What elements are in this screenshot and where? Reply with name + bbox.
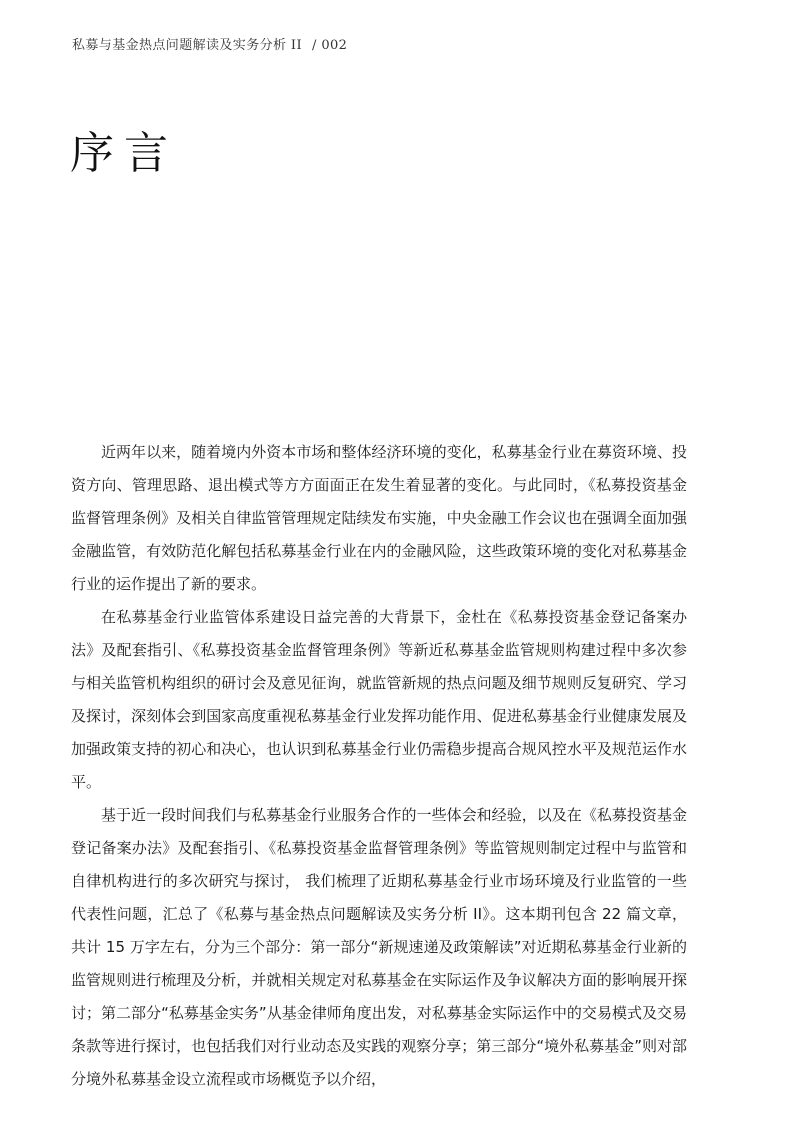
paragraph-1: 近两年以来，随着境内外资本市场和整体经济环境的变化，私募基金行业在募资环境、投资方向、管理思路、退出模式等方方面面正在发生着显著的变化。与此同时，《私募投资基金监督管理条例》及相关自律监管管理规定陆续发布实施，中央金融工作会议也在强调全面加强金融监管，有效防范化解包括私募基金行业在内的金融风险，这些政策环境的变化对私募基金行业的运作提出了新的要求。 [71, 443, 687, 593]
book-title: 私募与基金热点问题解读及实务分析 II [72, 38, 303, 53]
paragraph-3: 基于近一段时间我们与私募基金行业服务合作的一些体会和经验，以及在《私募投资基金登记备案办法》及配套指引、《私募投资基金监督管理条例》等监管规则制定过程中与监管和自律机构进行的多次研究与探讨， 我们梳理了近期私募基金行业市场环境及行业监管的一些代表性问题，汇总了《私募与基金热点问题解读及实务分析 II》。这本期刊包含 22 篇文章，共计 15 万字左右，分为三个部分：第一部分“新规速递及政策解读”对近期私募基金行业新的监管规则进行梳理及分析，并就相关规定对私募基金在实际运作及争议解决方面的影响展开探讨；第二部分“私募基金实务”从基金律师角度出发，对私募基金实际运作中的交易模式及交易条款等进行探讨，也包括我们对行业动态及实践的观察分享；第三部分“境外私募基金”则对部分境外私募基金设立流程或市场概览予以介绍， [71, 806, 687, 1088]
page-number: / 002 [312, 38, 348, 53]
paragraph-2: 在私募基金行业监管体系建设日益完善的大背景下，金杜在《私募投资基金登记备案办法》及配套指引、《私募投资基金监督管理条例》等新近私募基金监管规则构建过程中多次参与相关监管机构组织的研讨会及意见征询，就监管新规的热点问题及细节规则反复研究、学习及探讨，深刻体会到国家高度重视私募基金行业发挥功能作用、促进私募基金行业健康发展及加强政策支持的初心和决心，也认识到私募基金行业仍需稳步提高合规风控水平及规范运作水平。 [71, 608, 687, 791]
page-title: 序言 [70, 128, 178, 179]
preface-body [71, 436, 687, 1096]
running-header [72, 34, 347, 53]
